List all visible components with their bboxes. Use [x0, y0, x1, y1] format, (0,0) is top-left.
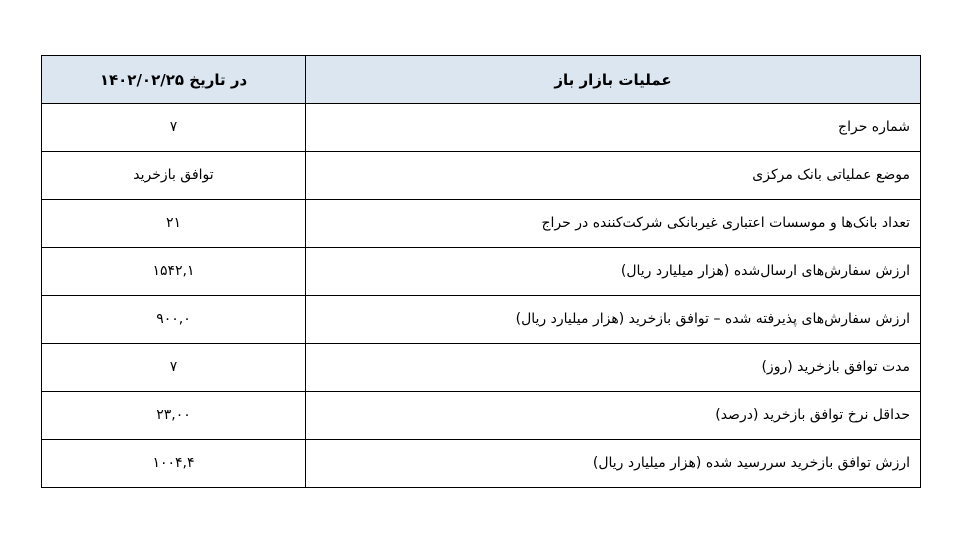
row-value — [42, 152, 306, 200]
row-label — [306, 152, 921, 200]
row-label — [306, 344, 921, 392]
row-label-text: شماره حراج — [838, 119, 910, 135]
row-value — [42, 104, 306, 152]
header-label-cell: عملیات بازار باز — [306, 56, 921, 104]
table-row — [42, 344, 921, 392]
row-value — [42, 296, 306, 344]
table-row — [42, 392, 921, 440]
table-row — [42, 200, 921, 248]
row-label-text: موضع عملیاتی بانک مرکزی — [752, 167, 910, 183]
table-row — [42, 104, 921, 152]
row-label — [306, 200, 921, 248]
row-label-text: تعداد بانک‌ها و موسسات اعتباری غیربانکی شرکت‌کننده در حراج — [541, 215, 910, 231]
table-row — [42, 296, 921, 344]
row-label — [306, 296, 921, 344]
row-label — [306, 440, 921, 488]
row-value-text: ۱۵۴۲,۱ — [152, 263, 195, 279]
table-header-row — [42, 56, 921, 104]
row-label-text: ارزش سفارش‌های ارسال‌شده (هزار میلیارد ریال) — [620, 263, 910, 279]
header-date-cell: در تاریخ ۱۴۰۲/۰۲/۲۵ — [42, 56, 306, 104]
open-market-operations-table — [41, 55, 921, 488]
row-value — [42, 248, 306, 296]
row-label-text: حداقل نرخ توافق بازخرید (درصد) — [715, 407, 910, 423]
row-value-text: توافق بازخرید — [133, 167, 214, 183]
row-label-text: مدت توافق بازخرید (روز) — [761, 359, 910, 375]
table-row — [42, 248, 921, 296]
row-value — [42, 200, 306, 248]
row-value-text: ۲۱ — [165, 215, 182, 231]
row-value — [42, 440, 306, 488]
row-label — [306, 104, 921, 152]
row-label-text: ارزش سفارش‌های پذیرفته شده – توافق بازخرید (هزار میلیارد ریال) — [515, 311, 910, 327]
row-label — [306, 392, 921, 440]
table-row — [42, 440, 921, 488]
row-label-text: ارزش توافق بازخرید سررسید شده (هزار میلیارد ریال) — [592, 455, 910, 471]
row-value-text: ۲۳,۰۰ — [156, 407, 191, 423]
row-value-text: ۷ — [169, 359, 178, 375]
row-value — [42, 344, 306, 392]
row-value-text: ۱۰۰۴,۴ — [152, 455, 195, 471]
open-market-operations-table-container — [41, 55, 920, 488]
table-row — [42, 152, 921, 200]
row-label — [306, 248, 921, 296]
row-value-text: ۹۰۰,۰ — [156, 311, 191, 327]
row-value — [42, 392, 306, 440]
row-value-text: ۷ — [169, 119, 178, 135]
